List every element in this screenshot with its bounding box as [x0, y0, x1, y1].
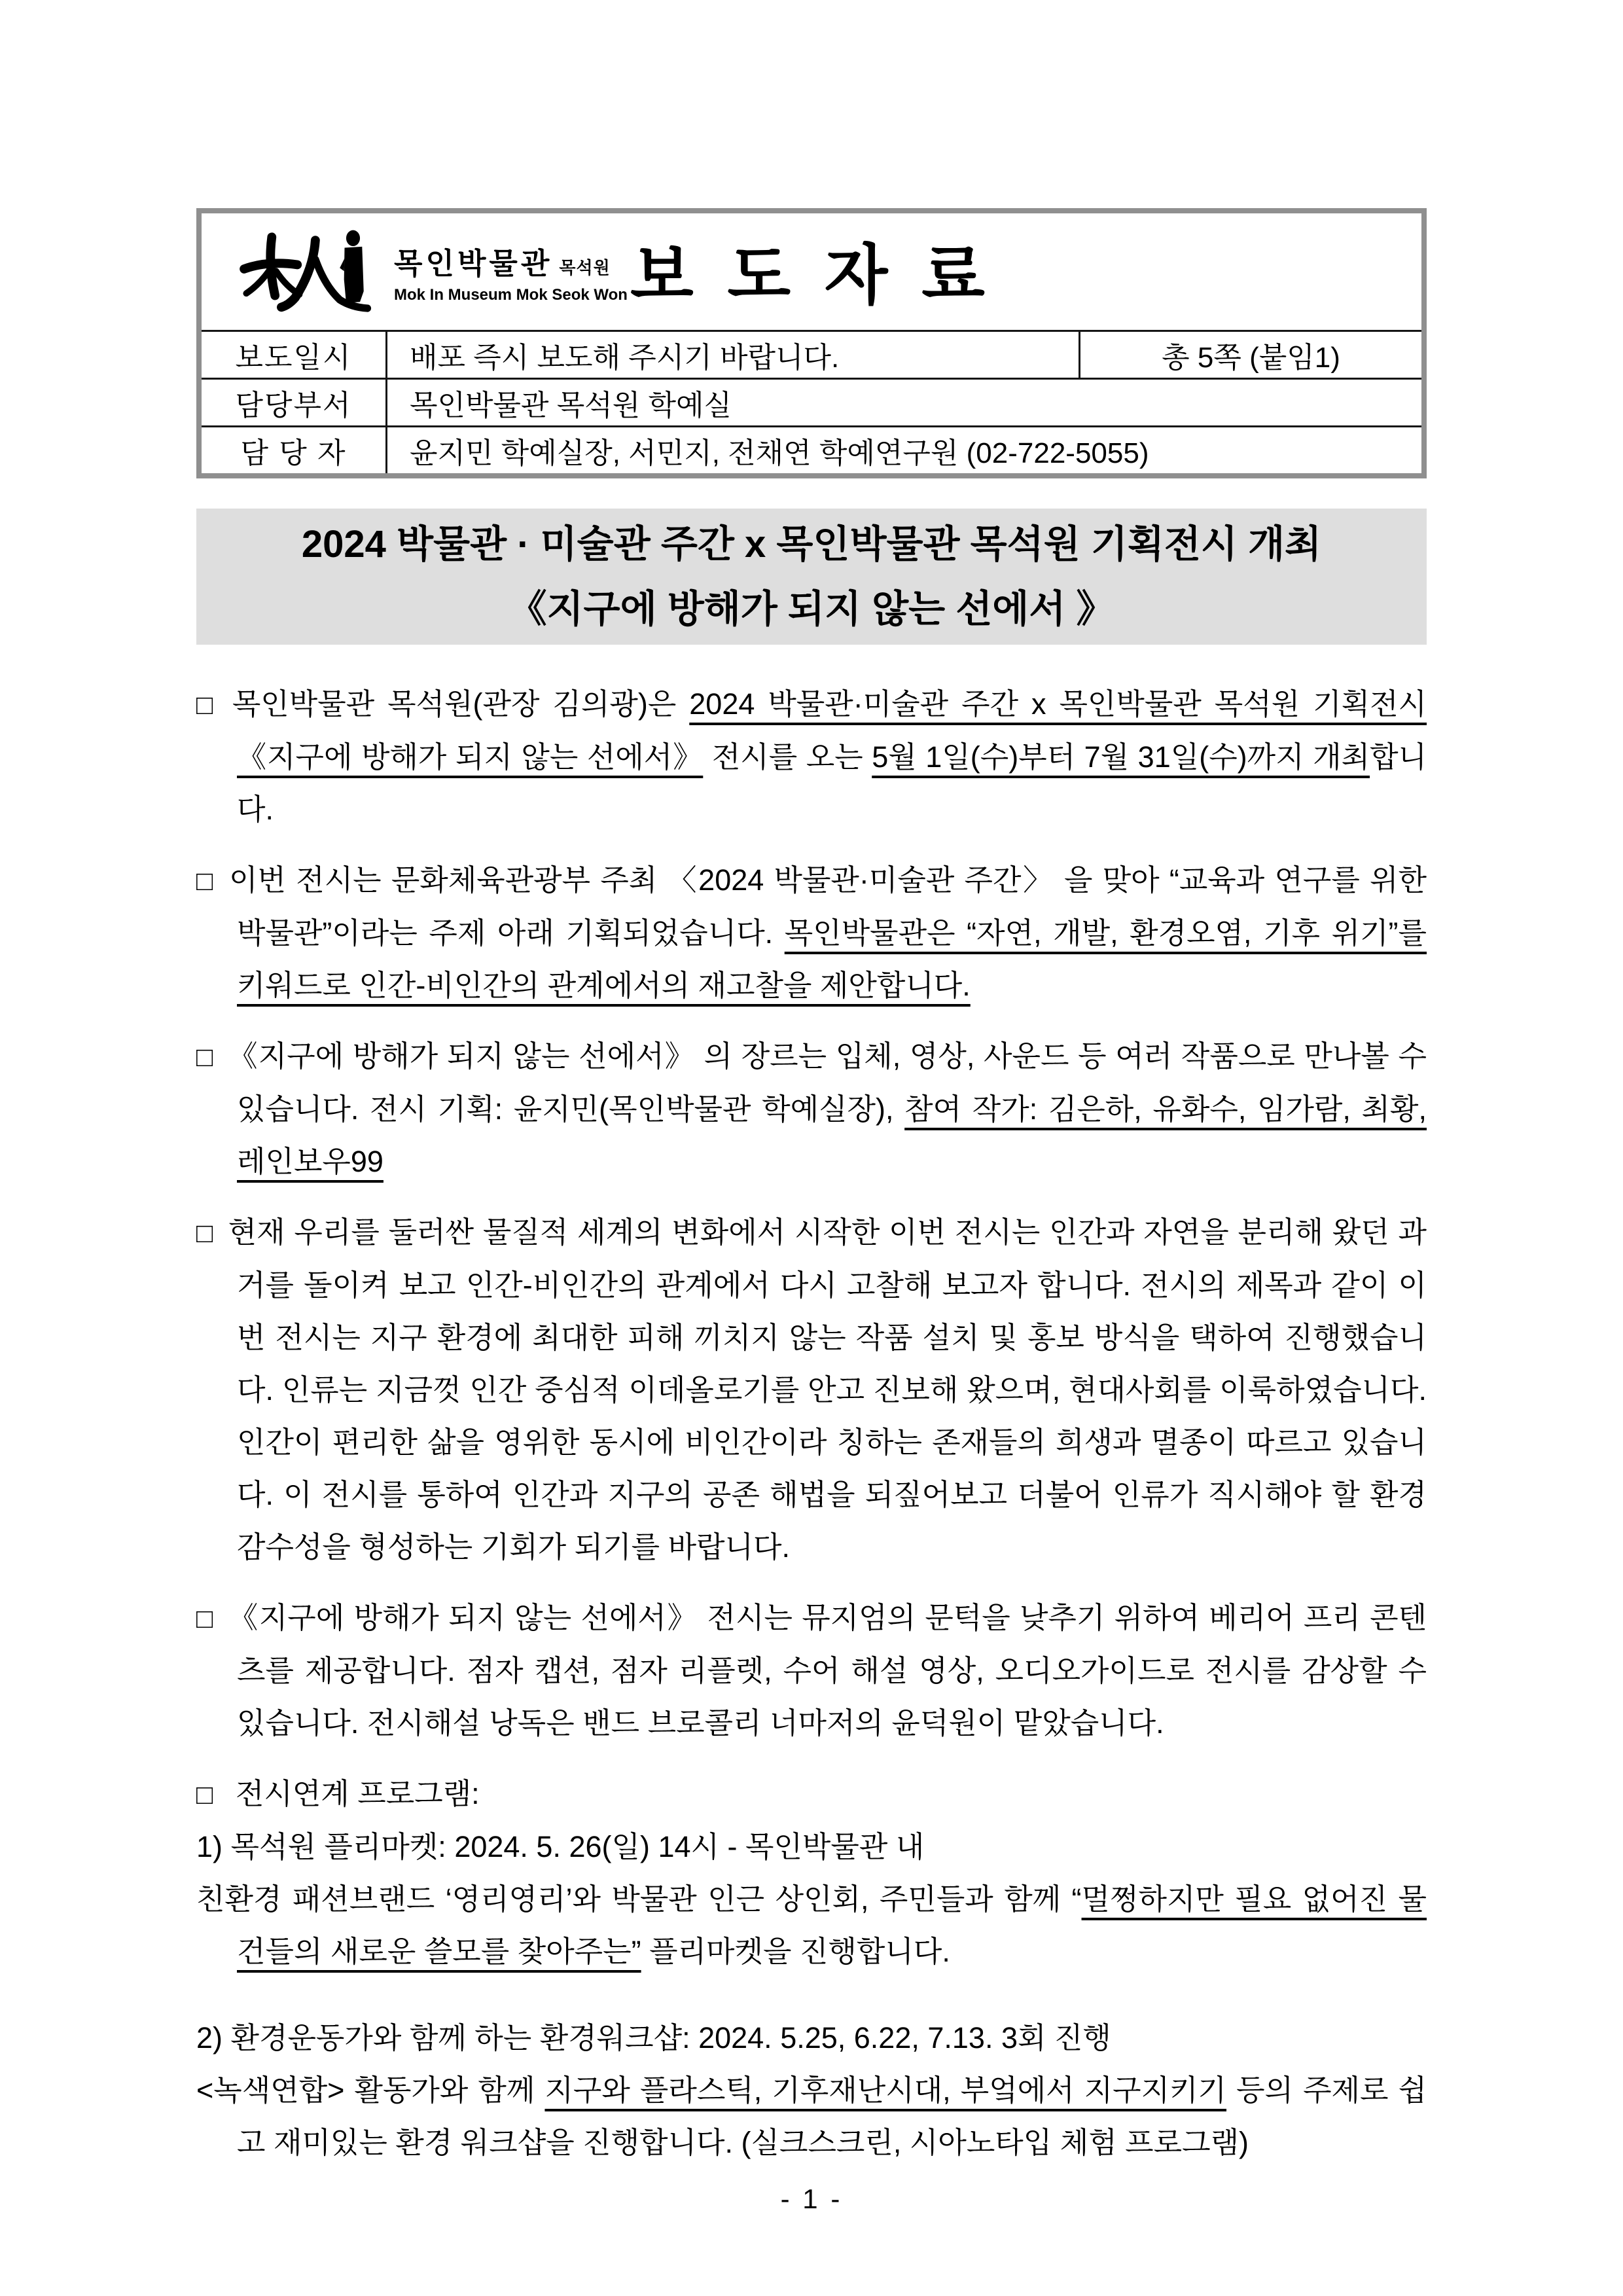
text-run: 합니다. — [237, 740, 1427, 826]
text-run: 전시연계 프로그램: — [227, 1777, 480, 1810]
square-bullet: □ — [196, 1041, 214, 1072]
headline-line2: 《지구에 방해가 되지 않는 선에서 》 — [508, 588, 1115, 630]
text-run: 목인박물관 목석원(관장 김의광)은 — [232, 687, 690, 721]
text-run: 이번 전시는 문화체육관광부 주최 〈2024 박물관·미술관 주간〉 을 맞아 “교육과 연구를 위한 박물관”이라는 주제 아래 기획되었습니다. — [229, 863, 1427, 950]
underlined-text-run: 참여 작가: 김은하, 유화수, 임가람, 최황, 레인보우99 — [237, 1092, 1427, 1178]
table-row-release-date — [202, 330, 1421, 378]
text-run: 《지구에 방해가 되지 않는 선에서》 전시는 뮤지엄의 문턱을 낮추기 위하여 베리어 프리 콘텐츠를 제공합니다. 점자 캡션, 점자 리플렛, 수어 해설 영상, 오디오가이드로 전시를 감상할 수 있습니다. 전시해설 낭독은 밴드 브로콜리 너마저의 윤덕원이 맡았습니다. — [228, 1601, 1427, 1740]
paragraph — [196, 678, 1427, 836]
paragraph — [196, 1768, 1427, 1821]
paragraph — [196, 2012, 1427, 2064]
square-bullet: □ — [196, 1603, 215, 1634]
text-run: 등의 주제로 쉽고 재미있는 환경 워크샵을 진행합니다. (실크스크린, 시아노타입 체험 프로그램) — [237, 2073, 1427, 2159]
underlined-text-run: 지구와 플라스틱, 기후재난시대, 부엌에서 지구지키기 — [544, 2073, 1227, 2107]
document-title: 보 도 자 료 — [630, 239, 993, 313]
press-release-header-table — [196, 208, 1427, 478]
text-run: 플리마켓을 진행합니다. — [641, 1935, 950, 1968]
row-value: 배포 즉시 보도해 주시기 바랍니다. — [410, 342, 840, 374]
paragraph — [196, 1821, 1427, 1873]
logo-museum-name-en: Mok In Museum Mok Seok Won — [394, 285, 628, 304]
square-bullet: □ — [196, 689, 218, 720]
underlined-text-run: 멀쩡하지만 필요 없어진 물건들의 새로운 쓸모를 찾아주는” — [237, 1882, 1427, 1968]
text-run: 2) 환경운동가와 함께 하는 환경워크샵: 2024. 5.25, 6.22, 7.13. 3회 진행 — [196, 2021, 1111, 2054]
logo-museum-name: 목인박물관 — [394, 246, 553, 280]
page-number: - 1 - — [780, 2183, 843, 2214]
headline-banner — [196, 509, 1427, 645]
text-run: 현재 우리를 둘러싼 물질적 세계의 변화에서 시작한 이번 전시는 인간과 자연을 분리해 왔던 과거를 돌이켜 보고 인간-비인간의 관계에서 다시 고찰해 보고자 합니다. 전시의 제목과 같이 이번 전시는 지구 환경에 최대한 피해 끼치지 않는 작품 설치 및 홍보 방식을 택하여 진행했습니다. 인류는 지금껏 인간 중심적 이데올로기를 안고 진보해 왔으며, 현대사회를 이룩하였습니다. 인간이 편리한 삶을 영위한 동시에 비인간이라 칭하는 존재들의 희생과 멸종이 따르고 있습니다. 이 전시를 통하여 인간과 지구의 공존 해법을 되짚어보고 더불어 인류가 직시해야 할 환경 감수성을 형성하는 기회가 되기를 바랍니다. — [228, 1215, 1427, 1564]
row-label: 담 당 자 — [202, 427, 387, 473]
text-run: <녹색연합> 활동가와 함께 — [196, 2073, 545, 2107]
square-bullet: □ — [196, 1217, 214, 1248]
text-run: 친환경 패션브랜드 ‘영리영리’와 박물관 인근 상인회, 주민들과 함께 “ — [196, 1882, 1082, 1916]
row-value: 윤지민 학예실장, 서민지, 전채연 학예연구원 (02-722-5055) — [410, 437, 1149, 469]
body-paragraphs — [196, 678, 1427, 2169]
text-run: 1) 목석원 플리마켓: 2024. 5. 26(일) 14시 - 목인박물관 내 — [196, 1830, 925, 1863]
text-run: 《지구에 방해가 되지 않는 선에서》 의 장르는 입체, 영상, 사운드 등 여러 작품으로 만나볼 수 있습니다. 전시 기획: 윤지민(목인박물관 학예실장), — [228, 1039, 1427, 1126]
paragraph — [196, 2064, 1427, 2169]
row-label: 보도일시 — [202, 332, 387, 378]
paragraph — [196, 1206, 1427, 1573]
underlined-text-run: 5월 1일(수)부터 7월 31일(수)까지 개최 — [872, 740, 1370, 774]
paragraph — [196, 854, 1427, 1012]
paragraph — [196, 1873, 1427, 1978]
header-title-row — [202, 213, 1421, 330]
row-value: 목인박물관 목석원 학예실 — [410, 389, 732, 422]
headline-line1: 2024 박물관 · 미술관 주간 x 목인박물관 목석원 기획전시 개최 — [301, 523, 1322, 565]
square-bullet: □ — [196, 1779, 213, 1810]
table-row-department — [202, 378, 1421, 425]
paragraph — [196, 1592, 1427, 1749]
underlined-text-run: 목인박물관은 “자연, 개발, 환경오염, 기후 위기”를 키워드로 인간-비인간의 관계에서의 재고찰을 제안합니다. — [237, 916, 1427, 1002]
table-row-contact-person — [202, 425, 1421, 473]
paragraph — [196, 1030, 1427, 1188]
square-bullet: □ — [196, 865, 215, 896]
page-count-note: 총 5쪽 (붙임1) — [1079, 332, 1421, 378]
underlined-text-run: 2024 박물관·미술관 주간 x 목인박물관 목석원 기획전시 《지구에 방해가 되지 않는 선에서》 — [237, 687, 1427, 774]
row-label: 담당부서 — [202, 380, 387, 425]
text-run: 전시를 오는 — [703, 740, 872, 774]
logo-branch-name: 목석원 — [559, 257, 611, 278]
